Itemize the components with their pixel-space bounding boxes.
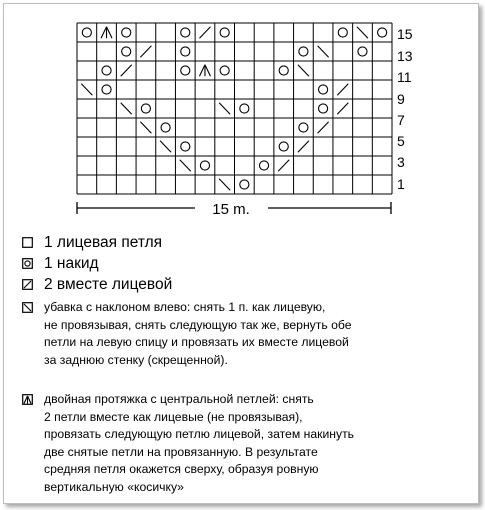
ssk-mark (121, 103, 132, 114)
ssk-mark (81, 84, 92, 95)
row-number: 9 (397, 91, 405, 107)
circle-yarnover-icon (22, 258, 33, 269)
ssk-mark (180, 160, 191, 171)
legend-ssk (22, 299, 462, 369)
double-decrease-mark (205, 65, 211, 76)
legend-k2tog-label: 2 вместе лицевой (44, 276, 173, 293)
yarn-over-mark (299, 123, 308, 132)
row-number: 7 (397, 112, 405, 128)
yarn-over-mark (181, 47, 190, 56)
legend-knit-label: 1 лицевая петля (44, 234, 163, 251)
legend-ssk-line: петли на левую спицу и провязать их вместе лицевой (44, 335, 349, 349)
yarn-over-mark (181, 66, 190, 75)
legend-yarn-over (22, 253, 462, 274)
yarn-over-mark (122, 28, 131, 37)
k2tog-mark (140, 46, 151, 57)
yarn-over-mark (240, 180, 249, 189)
yarn-over-mark (240, 104, 249, 113)
double-decrease-mark (101, 27, 107, 38)
row-number: 11 (397, 69, 412, 85)
legend-double-decrease-line: провязать следующую петлю лицевой, затем накинуть (44, 427, 355, 441)
row-number: 15 (397, 26, 413, 42)
yarn-over-mark (102, 66, 111, 75)
double-decrease-mark (199, 65, 205, 76)
yarn-over-mark (220, 28, 229, 37)
yarn-over-mark (122, 47, 131, 56)
knitting-chart (0, 0, 485, 232)
yarn-over-mark (319, 85, 328, 94)
chart-grid (77, 23, 392, 194)
yarn-over-mark (279, 142, 288, 151)
row-number: 13 (397, 48, 413, 64)
ssk-mark (219, 179, 230, 190)
yarn-over-mark (378, 28, 387, 37)
legend-double-decrease-line: двойная протяжка с центральной петлей: снять (44, 392, 314, 406)
legend-ssk-line: убавка с наклоном влево: снять 1 п. как лицевую, (44, 300, 326, 314)
double-decrease-icon (22, 394, 33, 405)
ssk-mark (219, 103, 230, 114)
ssk-mark (357, 27, 368, 38)
double-decrease-mark (107, 27, 113, 38)
k2tog-mark (298, 141, 309, 152)
ssk-mark (140, 122, 151, 133)
legend-yarn-over-label: 1 накид (44, 255, 99, 272)
legend-double-decrease-line: вертикальную «косичку» (44, 479, 184, 494)
yarn-over-mark (299, 47, 308, 56)
legend-double-decrease-line: 2 петли вместе как лицевые (не провязывая), (44, 409, 303, 424)
yarn-over-mark (200, 161, 209, 170)
yarn-over-mark (102, 85, 111, 94)
yarn-over-mark (259, 161, 268, 170)
k2tog-mark (121, 65, 132, 76)
legend-double-decrease-line: средняя петля окажется сверху, образуя ровную (44, 462, 319, 476)
ssk-mark (160, 141, 171, 152)
legend-k2tog (22, 274, 462, 295)
row-number: 5 (397, 133, 405, 149)
slash-k2tog-icon (22, 279, 33, 290)
yarn-over-mark (82, 28, 91, 37)
yarn-over-mark (181, 142, 190, 151)
k2tog-mark (318, 122, 329, 133)
yarn-over-mark (141, 104, 150, 113)
ssk-mark (298, 65, 309, 76)
square-knit-icon (22, 237, 33, 248)
legend-ssk-line: не провязывая, снять следующую так же, вернуть обе (44, 317, 352, 332)
yarn-over-mark (338, 28, 347, 37)
legend-knit (22, 232, 462, 253)
row-number: 3 (397, 154, 405, 170)
width-indicator (77, 201, 391, 218)
k2tog-mark (337, 84, 348, 95)
row-numbers (397, 26, 413, 192)
width-label: 15 m. (212, 201, 250, 218)
row-number: 1 (397, 176, 405, 192)
yarn-over-mark (319, 104, 328, 113)
k2tog-mark (337, 103, 348, 114)
k2tog-mark (278, 160, 289, 171)
legend-ssk-line: за заднюю стенку (скрещенной). (44, 352, 228, 367)
backslash-ssk-icon (22, 302, 33, 313)
legend (22, 232, 462, 496)
yarn-over-mark (279, 66, 288, 75)
legend-double-decrease-line: две снятые петли на провязанную. В результате (44, 444, 318, 459)
k2tog-mark (199, 27, 210, 38)
yarn-over-mark (358, 47, 367, 56)
yarn-over-mark (220, 66, 229, 75)
legend-double-decrease (22, 391, 462, 496)
ssk-mark (318, 46, 329, 57)
yarn-over-mark (161, 123, 170, 132)
yarn-over-mark (181, 28, 190, 37)
